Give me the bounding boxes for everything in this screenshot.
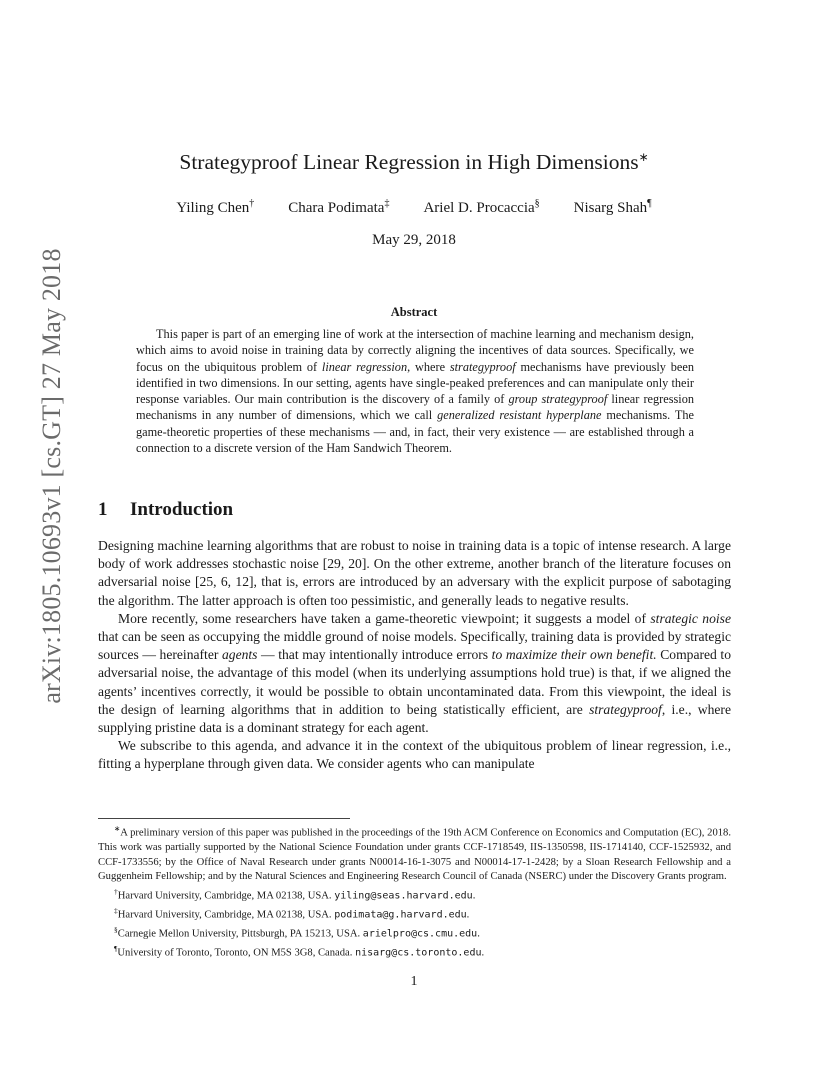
emphasis: to maximize their own benefit. [491,647,657,663]
footnote-mark: † [114,886,118,896]
author [288,198,389,217]
footnote [98,942,731,961]
title-footnote-mark: ∗ [638,150,649,164]
footnote-text: Harvard University, Cambridge, MA 02138, USA. [117,909,335,921]
footnote-mark: ∗ [114,824,121,833]
abstract-text: linear regression mechanisms in any number of dimensions, which we call [136,392,694,423]
author-list [110,198,718,217]
footnote-text: . [477,928,480,940]
footnote-text: Harvard University, Cambridge, MA 02138, USA. [117,890,335,902]
author [423,198,539,217]
paragraph: Designing machine learning algorithms that are robust to noise in training data is a topic of intense research. A large body of work addresses stochastic noise [29, 20]. On the other extreme, another branch of the literature focuses on adversarial noise [25, 6, 12], that is, errors are introduced by an adversary with the explicit purpose of sabotaging the algorithm. The latter approach is often too pessimistic, and generally leads to negative results. [98,538,731,608]
footnote-mark: ‡ [114,906,118,916]
footnote-mark: § [114,925,118,935]
footnote-text: Carnegie Mellon University, Pittsburgh, PA 15213, USA. [117,928,363,940]
abstract-emphasis: strategyproof [449,359,516,374]
author-mark: ¶ [647,198,652,209]
section-heading [98,499,233,521]
arxiv-identifier: arXiv:1805.10693v1 [cs.GT] 27 May 2018 [37,248,66,704]
paragraph: We subscribe to this agenda, and advance it in the context of the ubiquitous problem of linear regression, i.e., fitting a hyperplane through given data. We consider agents who can manipulate [98,738,731,772]
abstract-emphasis: group strategyproof [508,392,608,407]
text-run: that can be seen as occupying the middle ground of noise models. Specifically, training data is provided by strategic sources — hereinafter [98,629,731,663]
abstract-body [136,326,694,456]
abstract-emphasis: linear regression [321,359,408,374]
abstract-heading: Abstract [390,305,438,319]
author [176,198,254,217]
text-run: Compared to adversarial noise, the advantage of this model (when its underlying assumptions hold true) is that, if we aligned the agents’ incentives correctly, it would be possible to obtain uncontaminated data. From this viewpoint, the ideal is the design of learning algorithms that in addition to being statistically efficient, are [98,647,732,717]
author-name: Nisarg Shah [573,200,648,216]
abstract-text: mechanisms have previously been identified in two dimensions. In our setting, agents have single-peaked preferences and can manipulate only their response variables. Our main contribution is the discovery of a family of [136,359,694,407]
email-link[interactable]: nisarg@cs.toronto.edu [355,947,482,959]
paper-title [0,150,828,175]
emphasis: agents [221,647,258,663]
footnote [98,822,731,885]
author-name: Yiling Chen [176,200,250,216]
author [574,198,652,217]
footnote [98,904,731,923]
title-text: Strategyproof Linear Regression in High Dimensions [179,150,639,175]
abstract-text: mechanisms. The game-theoretic properties of these mechanisms — and, in fact, their very existence — are established through a connection to a discrete version of the Ham Sandwich Theorem. [136,408,695,456]
author-name: Chara Podimata [288,200,385,216]
author-mark: ‡ [384,198,390,209]
footnote-text: University of Toronto, Toronto, ON M5S 3G8, Canada. [117,947,356,959]
footnote-text: . [466,909,470,921]
email-link[interactable]: arielpro@cs.cmu.edu [362,928,478,940]
abstract-text: , where [407,359,450,374]
abstract-emphasis: generalized resistant hyperplane [437,408,602,423]
footnote-divider [98,818,350,819]
paper-date: May 29, 2018 [372,232,456,248]
footnote [98,923,731,942]
footnote [98,885,731,904]
emphasis: strategyproof [589,701,662,717]
email-link[interactable]: podimata@g.harvard.edu [334,909,467,921]
emphasis: strategic noise [650,610,732,626]
paragraph [98,610,731,737]
author-mark: † [249,198,255,209]
email-link[interactable]: yiling@seas.harvard.edu [334,890,473,902]
author-mark: § [534,198,540,209]
footnote-text: . [481,947,485,959]
abstract-text: This paper is part of an emerging line of work at the intersection of machine learning and mechanism design, which aims to avoid noise in training data by correctly aligning the incentives of data sources. Specifically, we focus on the ubiquitous problem of [136,327,694,374]
section-number: 1 [98,499,108,520]
footnote-mark: ¶ [114,944,118,954]
footnote-text: A preliminary version of this paper was published in the proceedings of the 19th ACM Conference on Economics and Computation (EC), 2018. This work was partially supported by the National Science Foundation under grants CCF-1718549, IIS-1350598, IIS-1714140, CCF-1525932, and CCF-1733556; by the Office of Naval Research under grants N00014-16-1-3075 and N00014-17-1-2428; by a Sloan Research Fellowship and a Guggenheim Fellowship; and by the Natural Sciences and Engineering Research Council of Canada (NSERC) under the Discovery Grants program. [98,827,731,883]
author-name: Ariel D. Procaccia [423,200,535,216]
text-run: — that may intentionally introduce errors [257,647,492,663]
footnotes [98,822,731,961]
body-text [98,537,731,774]
text-run: More recently, some researchers have taken a game-theoretic viewpoint; it suggests a model of [118,610,651,626]
text-run: , i.e., where supplying pristine data is a dominant strategy for each agent. [98,701,731,736]
page-number: 1 [410,974,418,989]
section-title: Introduction [130,499,234,520]
footnote-text: . [472,890,476,902]
